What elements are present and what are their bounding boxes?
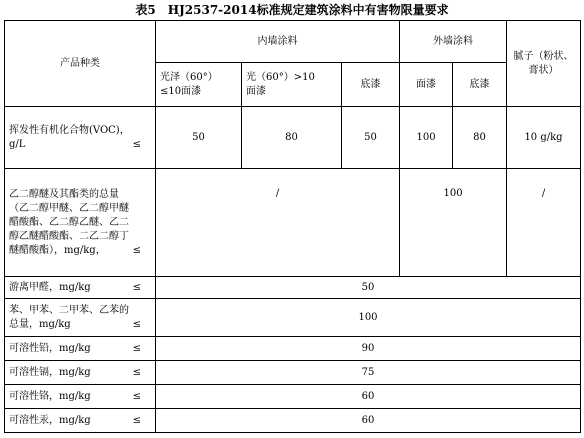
benzene-value: 100: [156, 299, 581, 337]
header-row-1: [5, 21, 581, 63]
voc-label: 挥发性有机化合物(VOC)， g/L ≤: [5, 107, 156, 169]
voc-value: 50: [342, 107, 400, 169]
le-symbol: ≤: [132, 390, 141, 402]
voc-value: 10 g/kg: [507, 107, 581, 169]
row-glycol-ethers: [5, 169, 581, 277]
mercury-label: 可溶性汞，mg/kg ≤: [5, 409, 156, 433]
header-exterior-topcoat: 面漆: [400, 63, 453, 107]
row-mercury: [5, 409, 581, 433]
lead-value: 90: [156, 337, 581, 361]
mercury-value: 60: [156, 409, 581, 433]
le-symbol: ≤: [132, 138, 141, 150]
voc-value: 100: [400, 107, 453, 169]
le-symbol: ≤: [132, 244, 141, 256]
limits-table: [4, 20, 581, 433]
voc-value: 80: [453, 107, 507, 169]
chromium-label: 可溶性铬，mg/kg ≤: [5, 385, 156, 409]
header-gloss-high: 光（60°）>10 面漆: [242, 63, 342, 107]
benzene-label: 苯、甲苯、二甲苯、乙苯的 总量，mg/kg ≤: [5, 299, 156, 337]
glycol-interior-value: /: [156, 169, 400, 277]
le-symbol: ≤: [132, 281, 141, 293]
table-title: 表5 HJ2537-2014标准规定建筑涂料中有害物限量要求: [135, 3, 449, 17]
le-symbol: ≤: [132, 342, 141, 354]
header-exterior-primer: 底漆: [453, 63, 507, 107]
header-interior-primer: 底漆: [342, 63, 400, 107]
row-benzene: [5, 299, 581, 337]
chromium-value: 60: [156, 385, 581, 409]
row-voc: [5, 107, 581, 169]
row-cadmium: [5, 361, 581, 385]
row-formaldehyde: [5, 277, 581, 299]
lead-label: 可溶性铅，mg/kg ≤: [5, 337, 156, 361]
voc-value: 50: [156, 107, 242, 169]
le-symbol: ≤: [132, 414, 141, 426]
header-product-type: 产品种类: [5, 21, 156, 107]
le-symbol: ≤: [132, 318, 141, 330]
header-putty: 腻子（粉状、膏状）: [507, 21, 581, 107]
header-interior: 内墙涂料: [156, 21, 400, 63]
glycol-label: 乙二醇醚及其酯类的总量 （乙二醇甲醚、乙二醇甲醚 醋酸酯、乙二醇乙醚、乙二 醇乙醚醋酸酯、二乙二醇丁 醚醋酸酯），mg/kg， ≤: [5, 169, 156, 277]
voc-value: 80: [242, 107, 342, 169]
glycol-putty-value: /: [507, 169, 581, 277]
le-symbol: ≤: [132, 366, 141, 378]
header-exterior: 外墙涂料: [400, 21, 507, 63]
header-gloss-low: 光泽（60°） ≤10面漆: [156, 63, 242, 107]
cadmium-label: 可溶性镉，mg/kg ≤: [5, 361, 156, 385]
row-lead: [5, 337, 581, 361]
formaldehyde-label: 游离甲醛，mg/kg ≤: [5, 277, 156, 299]
cadmium-value: 75: [156, 361, 581, 385]
glycol-exterior-value: 100: [400, 169, 507, 277]
row-chromium: [5, 385, 581, 409]
formaldehyde-value: 50: [156, 277, 581, 299]
